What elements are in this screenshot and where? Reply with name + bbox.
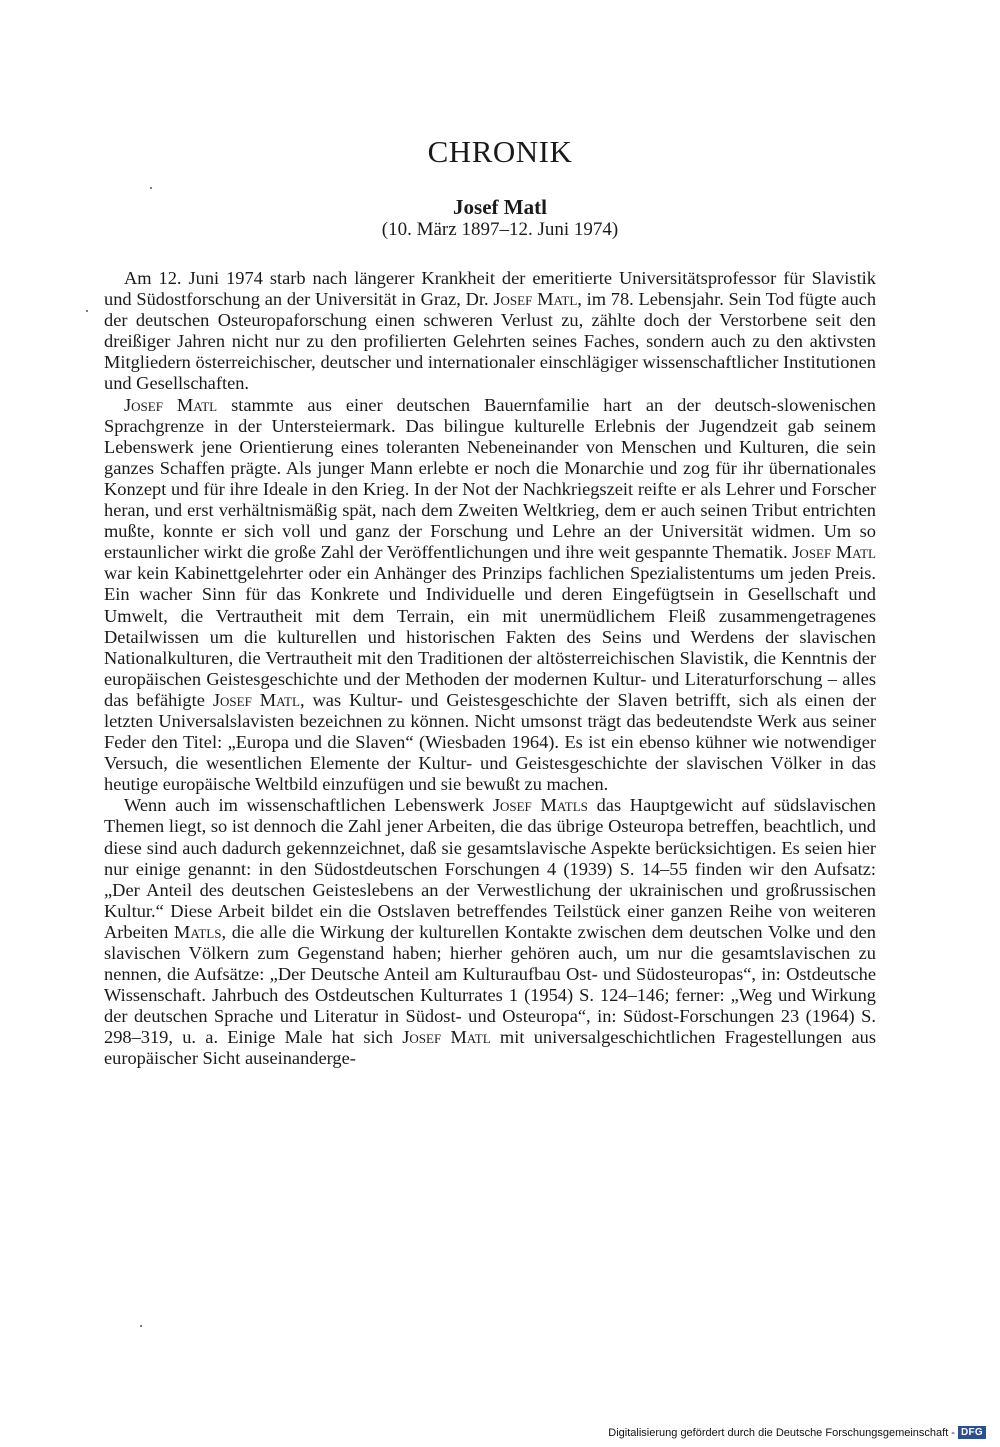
paragraph-text: das Hauptgewicht auf südslavischen Themen liegt, so ist dennoch die Zahl jener Arbeiten, die das übrige Osteuropa betreffen, beachtlich, und diese sind auch dadurch gekennzeichnet, daß sie gesamtslavische Aspekte berücksichtigen. Es seien hier nur einige genannt: in den Südostdeutschen Forschungen 4 (1939) S. 14–55 finden wir den Aufsatz: „Der Anteil des deutschen Geisteslebens an der Verwestlichung der ukrainischen und großrussischen Kultur.“ Diese Arbeit bildet ein die Ostslaven betreffendes Teilstück einer ganzen Reihe von weiteren Arbeiten [104,795,876,942]
footer-text: Digitalisierung gefördert durch die Deutsche Forschungsgemeinschaft - [608,1426,955,1439]
paragraph-text: stammte aus einer deutschen Bauernfamilie hart an der deutsch-slowenischen Sprachgrenze in der Untersteiermark. Das bilingue kulturelle Erlebnis der Jugendzeit gab seinem Lebenswerk jene Orientierung eines toleranten Nebeneinander von Menschen und Kulturen, die sein ganzes Schaffen prägte. Als junger Mann erlebte er noch die Monarchie und zog für ihr übernationales Konzept und für ihre Ideale in den Krieg. In der Not der Nachkriegszeit reifte er als Lehrer und Forscher heran, und erst verhältnismäßig spät, nach dem Zweiten Weltkrieg, dem er auch seinen Tribut entrichten mußte, konnte er sich voll und ganz der Forschung und Lehre an der Universität widmen. Um so erstaunlicher wirkt die große Zahl der Veröffentlichungen und ihre weit gespannte Thematik. [104,394,876,563]
author-name: Josef Matl [493,289,578,310]
paragraph [104,795,876,1069]
paragraph [104,268,876,395]
paragraph-text: Am 12. Juni 1974 starb nach längerer Krankheit der emeritierte Universitätsprofessor für Slavistik und Südostforschung an der Universität in Graz, Dr. [104,268,876,310]
author-name: Matls [174,921,222,942]
paragraph [104,395,876,796]
scan-speck [86,310,88,312]
obituary-dates: (10. März 1897–12. Juni 1974) [381,219,619,240]
author-name: Josef Matl [212,689,300,710]
paragraph-text: mit universalgeschichtlichen Fragestellungen aus europäischer Sicht auseinanderge- [104,1027,876,1069]
author-name: Josef Matl [402,1027,491,1048]
author-name: Josef Matl [792,542,876,563]
paragraph-text: , die alle die Wirkung der kulturellen Kontakte zwischen dem deutschen Volke und den slavischen Völkern zum Gegenstand haben; hierher gehören auch, um nur die gesamtslavischen zu nennen, die Aufsätze: „Der Deutsche Anteil am Kulturaufbau Ost- und Südosteuropas“, in: Ostdeutsche Wissenschaft. Jahrbuch des Ostdeutschen Kulturrates 1 (1954) S. 124–146; ferner: „Weg und Wirkung der deutschen Sprache und Literatur in Südost- und Osteuropa“, in: Südost-Forschungen 23 (1964) S. 298–319, u. a. Einige Male hat sich [104,921,876,1048]
author-name: Josef Matl [124,394,218,415]
article-body [104,268,876,1070]
author-name: Josef Matls [492,795,588,816]
paragraph-text: , was Kultur- und Geistesgeschichte der Slaven betrifft, sich als einen der letzten Universalslavisten bezeichnen zu können. Nicht umsonst trägt das bedeutendste Werk aus seiner Feder den Titel: „Europa und die Slaven“ (Wiesbaden 1964). Es ist ein ebenso kühner wie notwendiger Versuch, die wesentlichen Elemente der Kultur- und Geistesgeschichte der slavischen Völker in das heutige europäische Weltbild einzufügen und sie bewußt zu machen. [104,689,876,795]
dfg-logo: DFG [958,1426,986,1439]
paragraph-text: war kein Kabinettgelehrter oder ein Anhänger des Prinzips fachlichen Spezialistentums um jeden Preis. Ein wacher Sinn für das Konkrete und Individuelle und deren Eingefügtsein in Gesellschaft und Umwelt, die Vertrautheit mit dem Terrain, ein mit unermüdlichem Fleiß zusammengetragenes Detailwissen um die kulturellen und historischen Fakten des Seins und Werdens der slavischen Nationalkulturen, die Vertrautheit mit den Traditionen der altösterreichischen Slavistik, die Kenntnis der europäischen Geistesgeschichte und der Methoden der modernen Kultur- und Literaturforschung – alles das befähigte [104,563,876,710]
scan-speck [140,1325,142,1327]
paragraph-text: Wenn auch im wissenschaftlichen Lebenswerk [124,795,493,816]
paragraph-text: , im 78. Lebensjahr. Sein Tod fügte auch der deutschen Osteuropaforschung einen schweren Verlust zu, zählte doch der Verstorbene seit den dreißiger Jahren nicht nur zu den profilierten Gelehrten seines Faches, sondern auch zu den aktivsten Mitgliedern österreichischer, deutscher und internationaler einschlägiger wissenschaftlicher Institutionen und Gesellschaften. [104,289,877,394]
page-title: CHRONIK [427,133,573,169]
obituary-name: Josef Matl [453,195,547,219]
scan-speck [150,187,152,189]
digitization-footer [608,1426,986,1439]
